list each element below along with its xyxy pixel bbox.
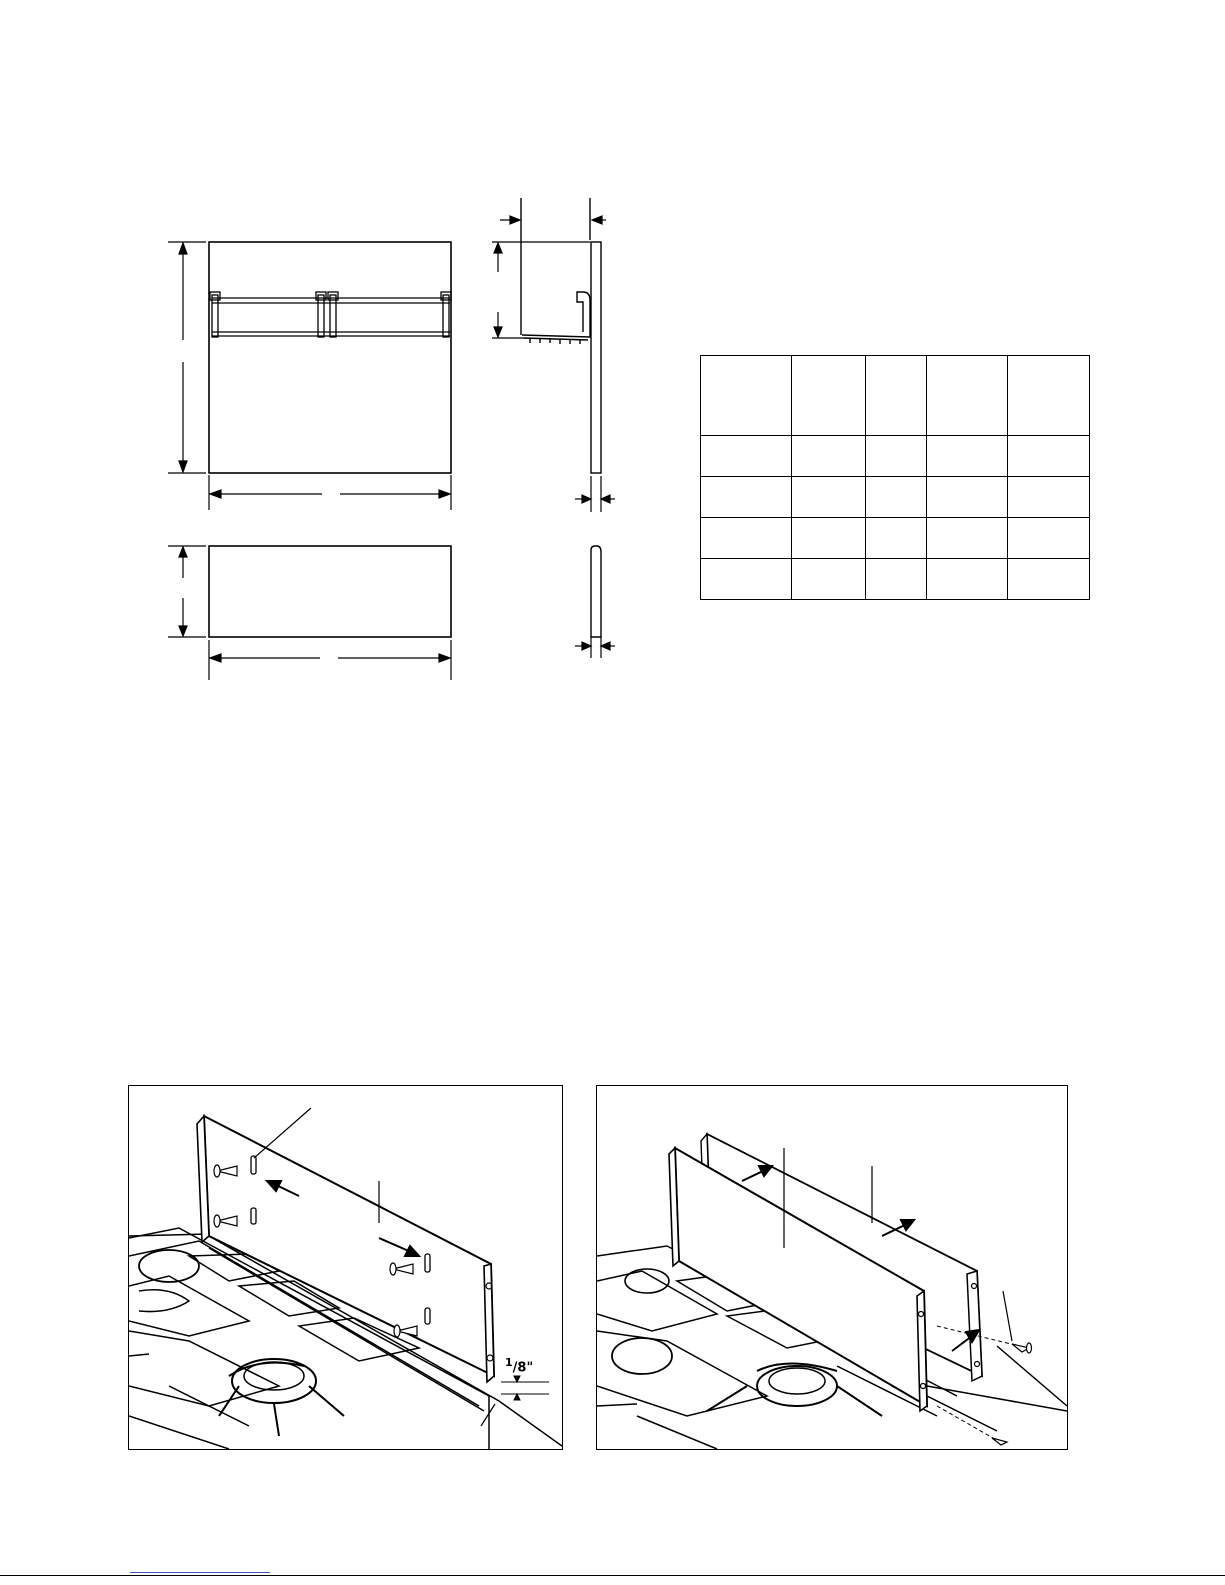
- low-backguard-panel: [204, 1116, 494, 1376]
- table-cell: [866, 356, 927, 436]
- range-top-illustration-2: [597, 1086, 1067, 1449]
- burner-cap-front-2: [757, 1366, 837, 1406]
- table-cell: [866, 477, 927, 518]
- table-cell: [1008, 477, 1090, 518]
- table-header-row: [701, 356, 1090, 436]
- table-cell: [701, 518, 792, 559]
- table-cell: [866, 518, 927, 559]
- table-cell: [701, 356, 792, 436]
- burner-cap-rear: [139, 1250, 199, 1282]
- screw-leader-line: [1003, 1291, 1012, 1341]
- table-cell: [701, 559, 792, 600]
- wall-corner: [997, 1346, 1067, 1406]
- table-cell: [792, 436, 866, 477]
- table-cell: [1008, 559, 1090, 600]
- shelf-rack: [210, 292, 451, 337]
- slot-leader-line: [254, 1108, 311, 1158]
- low-height-dimension: [168, 546, 206, 637]
- height-dimension: [168, 242, 206, 473]
- table-cell: [701, 436, 792, 477]
- table-cell: [866, 559, 927, 600]
- table-row: [701, 559, 1090, 600]
- dimension-table: [700, 355, 1090, 600]
- table-cell: [927, 477, 1008, 518]
- gap-fraction-numerator: 1: [505, 1356, 513, 1369]
- range-top-illustration-1: [129, 1086, 562, 1449]
- tall-thickness-dimension: [575, 476, 615, 512]
- burner-cap-left: [612, 1338, 672, 1374]
- install-illustration-low-backguard: [128, 1085, 563, 1450]
- footer-rule: [0, 1575, 1225, 1576]
- gap-dimension: [501, 1376, 549, 1400]
- table-cell: [1008, 356, 1090, 436]
- tall-side-view: [521, 198, 601, 473]
- table-cell: [792, 518, 866, 559]
- table-cell: [927, 436, 1008, 477]
- low-thickness-dimension: [575, 637, 615, 658]
- low-panel-outline: [209, 546, 451, 637]
- footer-link-underline[interactable]: [130, 1572, 270, 1573]
- install-illustration-tall-backguard: [596, 1085, 1068, 1450]
- table-cell: [792, 477, 866, 518]
- gap-fraction-denominator: /8": [512, 1360, 534, 1376]
- shelf-height-dimension: [492, 242, 590, 338]
- table-cell: [1008, 518, 1090, 559]
- table-cell: [927, 559, 1008, 600]
- trim-leader-line: [481, 1404, 495, 1426]
- low-width-dimension: [209, 640, 451, 680]
- table-row: [701, 436, 1090, 477]
- gap-dimension-label: [505, 1356, 533, 1375]
- table-cell: [927, 518, 1008, 559]
- table-cell: [866, 436, 927, 477]
- burner-cap-rear-2: [625, 1269, 669, 1293]
- table-cell: [927, 356, 1008, 436]
- table-cell: [701, 477, 792, 518]
- low-side-view: [591, 546, 601, 637]
- table-cell: [1008, 436, 1090, 477]
- table-row: [701, 477, 1090, 518]
- table-cell: [792, 559, 866, 600]
- width-dimension: [209, 475, 451, 510]
- table-row: [701, 518, 1090, 559]
- table-cell: [792, 356, 866, 436]
- tall-panel-outline: [209, 242, 451, 473]
